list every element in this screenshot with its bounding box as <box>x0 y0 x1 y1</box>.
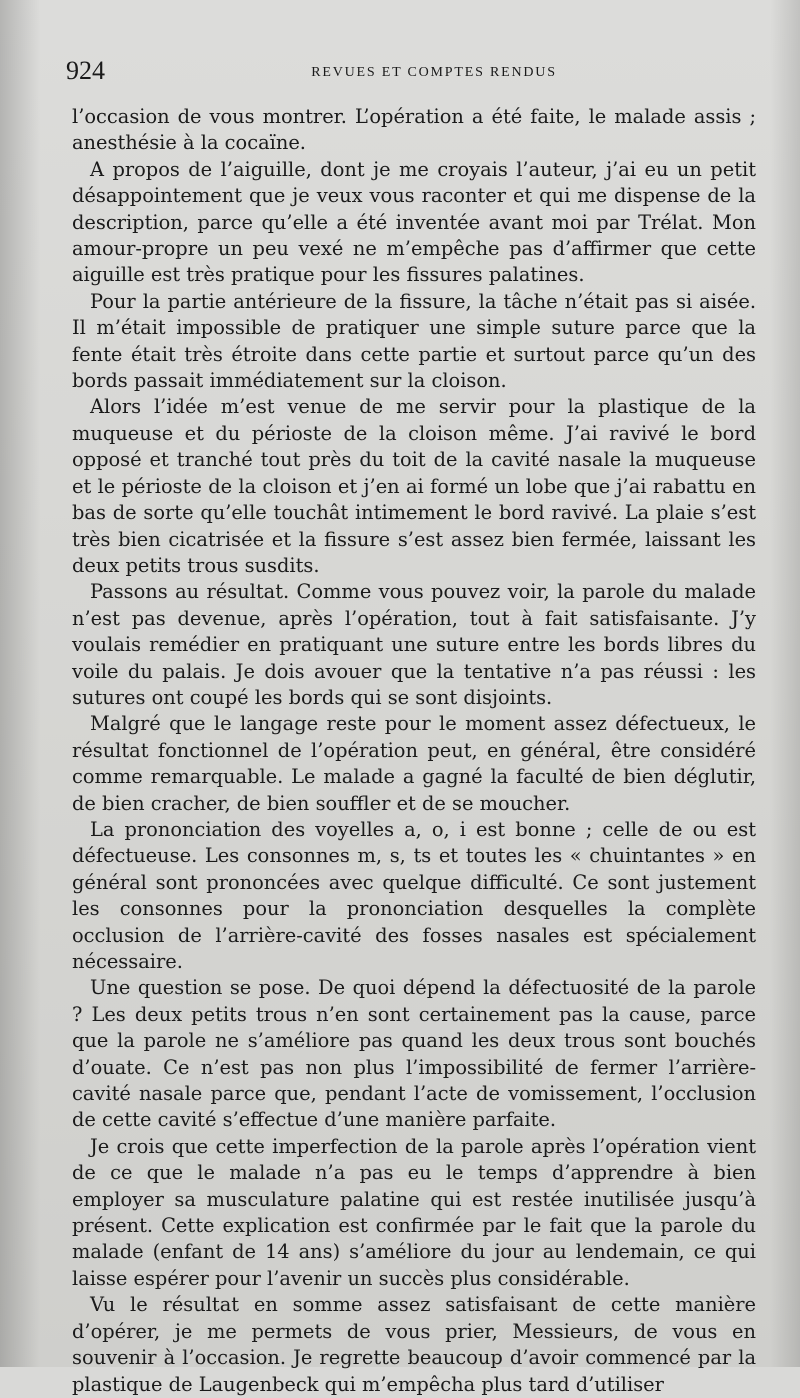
paragraph: A propos de l’aiguille, dont je me croyais l’auteur, j’ai eu un petit désappointement que je veux vous raconter et qui me dispense de la description, parce qu’elle a été inventée avant moi par Trélat. Mon amour-propre un peu vexé ne m’empêche pas d’affirmer que cette aiguille est très pratique pour les fissures palatines. <box>72 157 756 287</box>
paragraph: Malgré que le langage reste pour le moment assez défectueux, le résultat fonctionnel de l’opération peut, en général, être considéré comme remarquable. Le malade a gagné la faculté de bien déglutir, de bien cracher, de bien souffler et de se moucher. <box>72 712 756 815</box>
paragraph: Passons au résultat. Comme vous pouvez voir, la parole du malade n’est pas devenue, après l’opération, tout à fait satisfaisante. J’y voulais remédier en pratiquant une suture entre les bords libres du voile du palais. Je dois avouer que la tentative n’a pas réussi : les sutures ont coupé les bords qui se sont disjoints. <box>72 580 756 709</box>
paragraph: Vu le résultat en somme assez satisfaisant de cette manière d’opérer, je me permets de vous prier, Messieurs, de vous en souvenir à l’occasion. Je regrette beaucoup d’avoir commencé par la plastique de Laugenbeck qui m’empêcha plus tard d’utiliser <box>72 1293 756 1396</box>
paragraph: La prononciation des voyelles a, o, i est bonne ; celle de ou est défectueuse. Les consonnes m, s, ts et toutes les « chuintantes » en général sont prononcées avec quelque difficulté. Ce sont justement les consonnes pour la prononciation desquelles la complète occlusion de l’arrière-cavité des fosses nasales est spécialement nécessaire. <box>72 817 756 973</box>
paragraph: l’occasion de vous montrer. L’opération a été faite, le malade assis ; anesthésie à la cocaïne. <box>72 105 756 155</box>
paragraph: Pour la partie antérieure de la fissure, la tâche n’était pas si aisée. Il m’était impossible de pratiquer une simple suture parce que la fente était très étroite dans cette partie et surtout parce qu’un des bords passait immédiatement sur la cloison. <box>72 289 756 393</box>
paragraph: Une question se pose. De quoi dépend la défectuosité de la parole ? Les deux petits trous n’en sont certainement pas la cause, parce que la parole ne s’améliore pas quand les deux trous sont bouchés d’ouate. Ce n’est pas non plus l’impossibilité de fermer l’arrière-cavité nasale parce que, pendant l’acte de vomissement, l’occlusion de cette cavité s’effectue d’une manière parfaite. <box>72 976 756 1132</box>
page-number: 924 <box>66 56 105 85</box>
running-head: REVUES ET COMPTES RENDUS <box>311 65 557 80</box>
paragraph: Alors l’idée m’est venue de me servir pour la plastique de la muqueuse et du périoste de la cloison même. J’ai ravivé le bord opposé et tranché tout près du toit de la cavité nasale la muqueuse et le périoste de la cloison et j’en ai formé un lobe que j’ai rabattu en bas de sorte qu’elle touchât intimement le bord ravivé. La plaie s’est très bien cicatrisée et la fissure s’est assez bien fermée, laissant les deux petits trous susdits. <box>72 395 756 577</box>
page-header <box>66 56 756 90</box>
body-text <box>72 104 756 1398</box>
paragraph: Je crois que cette imperfection de la parole après l’opération vient de ce que le malade n’a pas eu le temps d’apprendre à bien employer sa musculature palatine qui est restée inutilisée jusqu’à présent. Cette explication est confirmée par le fait que la parole du malade (enfant de 14 ans) s’améliore du jour au lendemain, ce qui laisse espérer pour l’avenir un succès plus considérable. <box>72 1134 756 1290</box>
